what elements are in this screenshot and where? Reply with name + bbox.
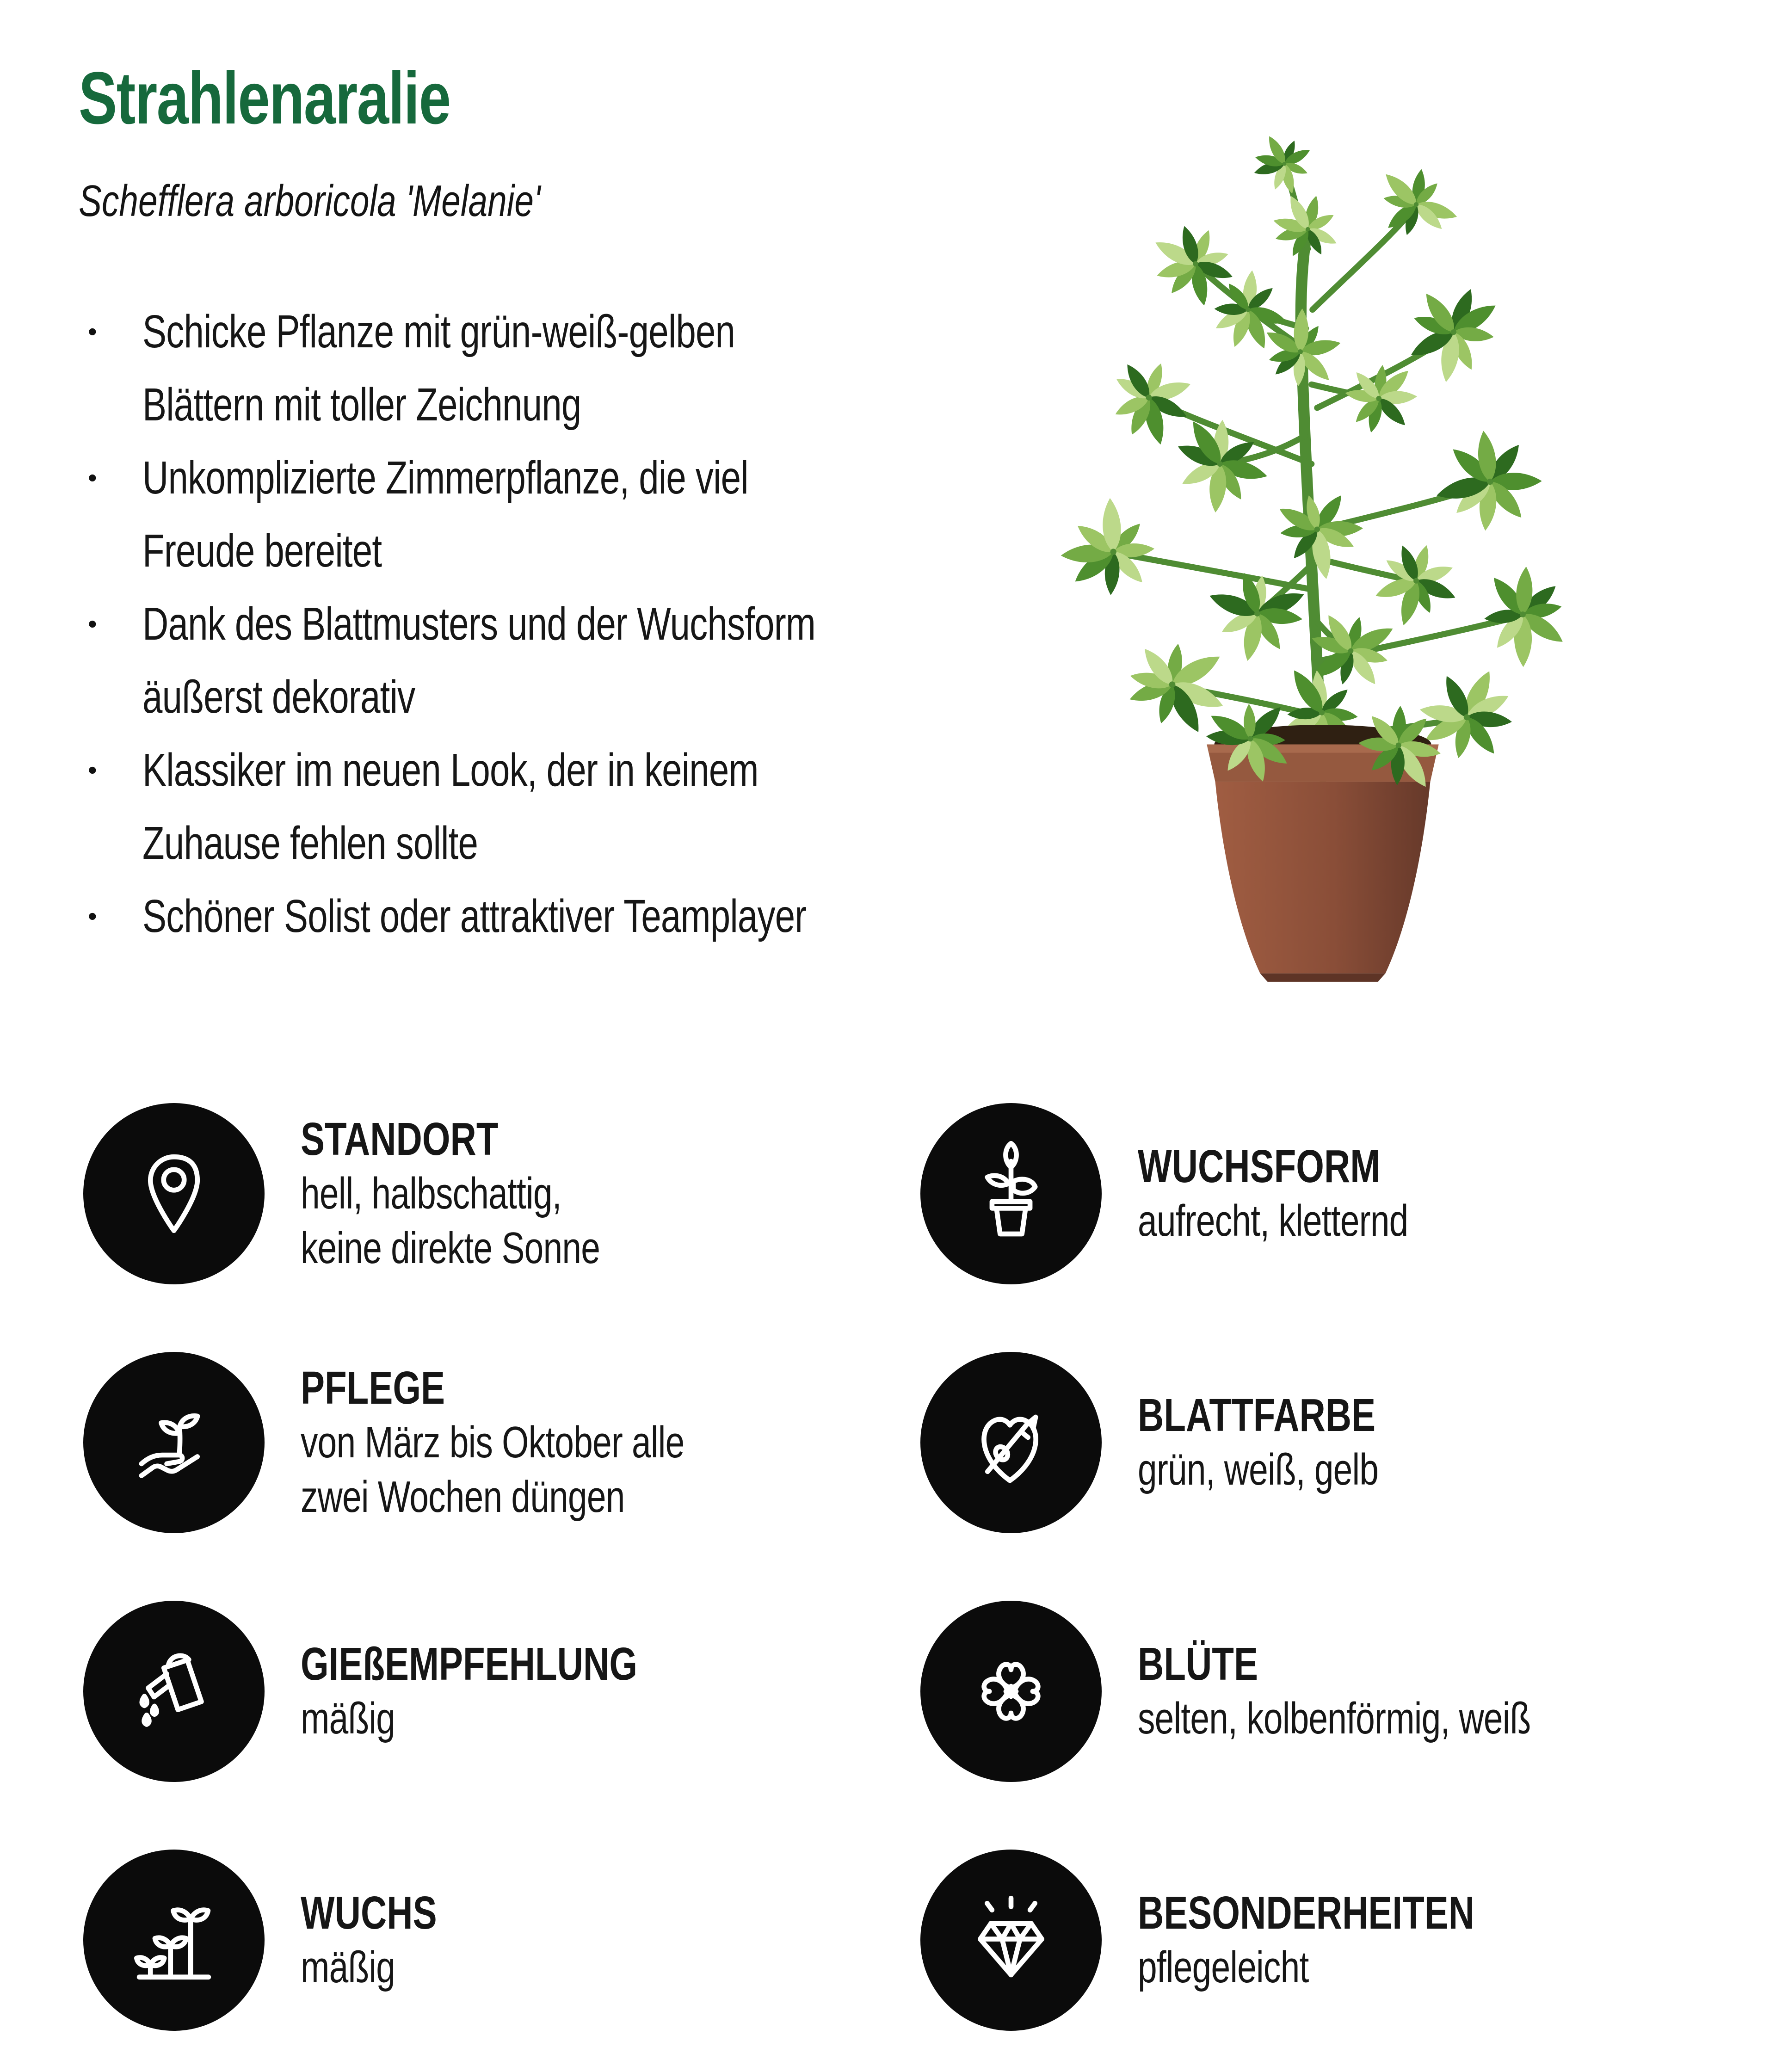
feature-description: hell, halbschattig, keine direkte Sonne bbox=[301, 1169, 600, 1273]
plant-photo bbox=[994, 109, 1651, 987]
feature-bluete bbox=[920, 1601, 1688, 1782]
feature-label: WUCHS bbox=[301, 1887, 437, 1939]
feature-description: selten, kolbenförmig, weiß bbox=[1138, 1694, 1531, 1743]
botanical-name: Schefflera arboricola 'Melanie' bbox=[79, 176, 541, 226]
feature-wuchsform bbox=[920, 1103, 1688, 1284]
list-item: • Schöner Solist oder attraktiver Teamplayer bbox=[88, 880, 957, 953]
feature-description: von März bis Oktober alle zwei Wochen düngen bbox=[301, 1418, 684, 1522]
feature-grid bbox=[83, 1103, 1730, 2031]
feature-description: mäßig bbox=[301, 1694, 395, 1743]
feature-description: mäßig bbox=[301, 1942, 395, 1992]
hand-seedling-icon bbox=[120, 1389, 228, 1496]
feature-label: PFLEGE bbox=[301, 1362, 445, 1414]
feature-blattfarbe bbox=[920, 1352, 1688, 1533]
feature-label: STANDORT bbox=[301, 1113, 499, 1165]
feature-description: pflegeleicht bbox=[1138, 1942, 1309, 1992]
feature-label: GIEßEMPFEHLUNG bbox=[301, 1638, 638, 1690]
potted-plant-icon bbox=[957, 1140, 1065, 1247]
feature-pflege bbox=[83, 1352, 920, 1533]
diamond-icon bbox=[957, 1887, 1065, 1994]
growth-stages-icon bbox=[120, 1887, 228, 1994]
feature-wuchs bbox=[83, 1850, 920, 2031]
feature-giessempfehlung bbox=[83, 1601, 920, 1782]
list-item: • Klassiker im neuen Look, der in keinem Zuhause fehlen sollte bbox=[88, 734, 957, 880]
page-title: Strahlenaralie bbox=[79, 56, 450, 139]
feature-label: BLÜTE bbox=[1138, 1638, 1258, 1690]
watering-can-icon bbox=[120, 1638, 228, 1745]
feature-bullet-list bbox=[88, 295, 957, 953]
list-item: • Schicke Pflanze mit grün-weiß-gelben Blättern mit toller Zeichnung bbox=[88, 295, 957, 441]
feature-standort bbox=[83, 1103, 920, 1284]
feature-label: BLATTFARBE bbox=[1138, 1389, 1376, 1441]
feature-besonderheiten bbox=[920, 1850, 1688, 2031]
location-pin-icon bbox=[120, 1140, 228, 1247]
list-item: • Unkomplizierte Zimmerpflanze, die viel Freude bereitet bbox=[88, 441, 957, 587]
leaf-paintbrush-icon bbox=[957, 1389, 1065, 1496]
feature-label: BESONDERHEITEN bbox=[1138, 1887, 1475, 1939]
feature-description: aufrecht, kletternd bbox=[1138, 1196, 1408, 1246]
list-item: • Dank des Blattmusters und der Wuchsform äußerst dekorativ bbox=[88, 587, 957, 734]
feature-description: grün, weiß, gelb bbox=[1138, 1445, 1379, 1494]
feature-label: WUCHSFORM bbox=[1138, 1141, 1381, 1192]
flower-icon bbox=[957, 1638, 1065, 1745]
